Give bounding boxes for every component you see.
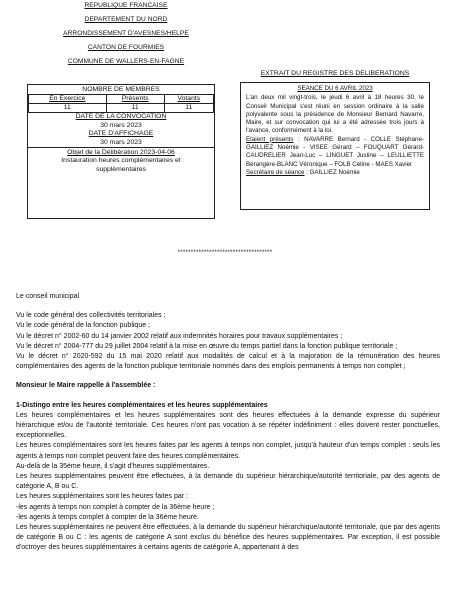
vu-5: Vu le décret n° 2020-592 du 15 mai 2020 relatif aux modalités de calcul et à la majoration de la rémunération des heures complémentaires des agents de la fonction publique territoriale nommés dans des emplois permanents à temps non complet ; <box>16 353 440 371</box>
seance-title: SEANCE DU 6 AVRIL 2023 <box>297 85 373 92</box>
paragraph-4: Les heures supplémentaires peuvent être effectuées, à la demande du supérieur hiérarchique/autorité territoriale, par des agents de catégorie A, B ou C. <box>16 473 440 491</box>
secretaire-paragraph <box>246 169 424 177</box>
vu-3: Vu le décret n° 2002-60 du 14 janvier 2002 relatif aux indemnités horaires pour travaux supplémentaires ; <box>16 332 343 340</box>
header-departement: DEPARTEMENT DU NORD <box>84 16 168 23</box>
paragraph-3: Au-delà de la 35ème heure, il s'agit d'heures supplémentaires. <box>16 462 210 470</box>
presents-label: Etaient présents <box>246 135 294 143</box>
paragraph-5: Les heures supplémentaires sont les heures faites par : <box>16 493 188 501</box>
rappel: Monsieur le Maire rappelle à l'assemblée : <box>16 382 156 390</box>
vu-1: Vu le code général des collectivités territoriales ; <box>16 312 166 320</box>
affichage-date: 30 mars 2023 <box>100 138 142 146</box>
paragraph-1: Les heures complémentaires et les heures supplémentaires sont des heures effectuées à la demande expresse du supérieur hiérarchique et/ou de l'autorité territoriale. Ces heures n'ont pas vocation à se répéter indéfiniment : elles doivent rester ponctuelles, exceptionnelles. <box>16 411 440 440</box>
intro: Le conseil municipal <box>16 293 80 300</box>
secretaire-label: Secrétaire de séance <box>246 168 305 176</box>
header-arrondissement: ARRONDISSEMENT D'AVESNES/HELPE <box>63 30 189 37</box>
seance-text: L'an deux mil vingt-trois, le jeudi 6 avril à 18 heures 30, le Conseil Municipal s'est réuni en session ordinaire à la salle polyvalente sous la présidence de Monsieur Bernard Navarre, Maire, et sur convocation qui lui a été adressée trois jours à l'avance, conformément à la loi. <box>246 94 424 135</box>
affichage-label: DATE D'AFFICHAGE <box>88 130 154 137</box>
paragraph-6: -les agents à temps non complet à compter de la 36ème heure ; <box>16 503 215 511</box>
presents-paragraph <box>246 136 424 169</box>
members-box <box>27 84 215 219</box>
secretaire-text: : GAILLIEZ Noémie <box>304 168 360 176</box>
vu-4: Vu le décret n° 2004-777 du 29 juillet 2004 relatif à la mise en œuvre du temps partiel dans la fonction publique territoriale ; <box>16 342 398 350</box>
separator-stars: ************************************ <box>177 250 273 256</box>
convocation-label: DATE DE LA CONVOCATION <box>75 113 167 120</box>
paragraph-7: -les agents à temps complet à compter de la 36ème heure. <box>16 513 199 521</box>
members-value-exercice: 11 <box>29 104 107 113</box>
header-commune: COMMUNE DE WALLERS-EN-FAGNE <box>67 58 185 65</box>
section-1-title: 1-Distingo entre les heures complémentaires et les heures supplémentaires <box>16 401 268 409</box>
vu-2: Vu le code général de la fonction publique ; <box>16 322 151 330</box>
objet-label: Objet de la Délibération 2023-04-06 <box>67 149 175 156</box>
header-republique: REPUBLIQUE FRANCAISE <box>84 2 168 9</box>
members-table <box>28 94 214 113</box>
members-header-votants: Votants <box>164 95 213 104</box>
members-value-votants: 11 <box>164 104 213 113</box>
members-title: NOMBRE DE MEMBRES <box>82 86 160 93</box>
document-body <box>16 292 440 554</box>
objet-text: Instauration heures complémentaires et supplémentaires <box>61 157 181 173</box>
header-canton: CANTON DE FOURMIES <box>87 44 165 51</box>
convocation-date: 30 mars 2023 <box>100 121 142 129</box>
members-header-exercice: En Exercice <box>29 95 107 104</box>
members-value-presents: 11 <box>106 104 164 113</box>
seance-box <box>240 82 430 210</box>
members-header-presents: Présents <box>106 95 164 104</box>
extract-title: EXTRAIT DU REGISTRE DES DELIBERATIONS <box>260 70 410 77</box>
paragraph-8: Les heures supplémentaires ne peuvent être effectuées, à la demande du supérieur hiérarchique/autorité territoriale, que par des agents de catégorie B ou C : les agents de catégorie A sont exclus du bénéfice des heures supplémentaires. Par exception, il est possible d'octroyer des heures supplémentaires à certains agents de catégorie A, appartenant à des <box>16 524 440 552</box>
paragraph-2: Les heures complémentaires sont les heures faites par les agents à temps non complet, jusqu'à hauteur d'un temps complet : seuls les agents à temps non complet peuvent faire des heures complémentaires. <box>16 442 440 460</box>
presents-text: : NAVARRE Bernard - COLLE Stéphane- GAILLIEZ Noémie - VISEE Gérard – FOUQUART Gérard- CAUDRELIER Jean-Luc – LINGUET Justine – LEULLIETTE Bérangère-BLANC Véronique – FOLB Céline - MAES Xavier <box>246 135 424 168</box>
